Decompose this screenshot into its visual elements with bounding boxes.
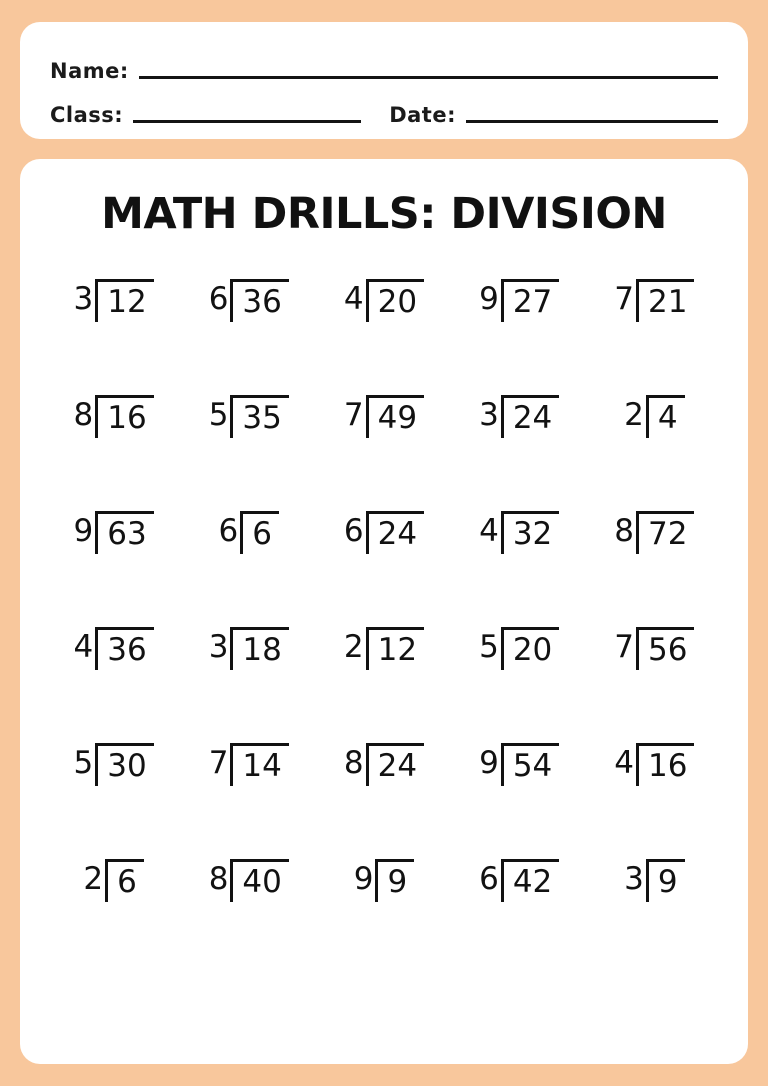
- divisor: 8: [614, 513, 635, 549]
- problem-item[interactable]: [479, 627, 559, 673]
- problem-item[interactable]: [219, 511, 279, 557]
- problem-item[interactable]: [354, 859, 414, 905]
- division-bracket: [375, 859, 414, 902]
- dividend: 14: [242, 748, 282, 784]
- date-label: Date:: [389, 103, 456, 127]
- problem-item[interactable]: [624, 395, 684, 441]
- divisor: 9: [479, 745, 499, 781]
- divisor: 8: [73, 397, 94, 433]
- division-bracket: [105, 859, 144, 902]
- dividend: 32: [512, 516, 553, 552]
- problem-item[interactable]: [344, 279, 424, 325]
- dividend: 35: [242, 400, 282, 436]
- name-field-row: [50, 50, 718, 84]
- division-bracket: [501, 627, 559, 670]
- dividend: 24: [512, 400, 553, 436]
- division-bracket: [636, 743, 694, 786]
- divisor: 3: [208, 629, 229, 665]
- division-bracket: [95, 279, 153, 322]
- divisor: 2: [83, 861, 104, 897]
- dividend: 42: [512, 864, 553, 900]
- dividend: 4: [657, 400, 678, 436]
- problem-item[interactable]: [344, 511, 424, 557]
- dividend: 24: [377, 748, 418, 784]
- divisor: 5: [208, 397, 229, 433]
- divisor: 7: [343, 397, 364, 433]
- problem-item[interactable]: [74, 743, 154, 789]
- division-bracket: [230, 859, 288, 902]
- problem-item[interactable]: [74, 511, 154, 557]
- problem-item[interactable]: [614, 627, 694, 673]
- class-date-field-row: [50, 94, 718, 128]
- page-title: MATH DRILLS: DIVISION: [101, 189, 667, 239]
- dividend: 12: [377, 632, 418, 668]
- problem-item[interactable]: [614, 279, 694, 325]
- student-info-card: [20, 22, 748, 139]
- problem-item[interactable]: [614, 743, 694, 789]
- division-bracket: [95, 395, 153, 438]
- dividend: 18: [242, 632, 282, 668]
- problem-item[interactable]: [209, 279, 289, 325]
- problem-item[interactable]: [479, 859, 559, 905]
- dividend: 36: [242, 284, 282, 320]
- problem-item[interactable]: [74, 279, 154, 325]
- problem-item[interactable]: [479, 511, 559, 557]
- problem-item[interactable]: [83, 859, 143, 905]
- division-bracket: [230, 279, 288, 322]
- class-input-line[interactable]: [133, 120, 361, 123]
- divisor: 8: [208, 861, 229, 897]
- dividend: 30: [107, 748, 147, 784]
- division-bracket: [366, 279, 424, 322]
- problem-item[interactable]: [209, 627, 289, 673]
- name-label: Name:: [50, 59, 129, 83]
- problem-item[interactable]: [344, 743, 424, 789]
- division-bracket: [501, 395, 559, 438]
- division-bracket: [646, 395, 685, 438]
- divisor: 3: [624, 861, 644, 897]
- divisor: 8: [343, 745, 364, 781]
- dividend: 9: [657, 864, 678, 900]
- divisor: 3: [73, 281, 94, 317]
- divisor: 3: [479, 397, 499, 433]
- division-bracket: [230, 743, 288, 786]
- division-bracket: [366, 395, 424, 438]
- dividend: 21: [648, 284, 688, 320]
- divisor: 2: [343, 629, 364, 665]
- dividend: 49: [377, 400, 418, 436]
- problem-item[interactable]: [479, 743, 559, 789]
- problem-item[interactable]: [344, 395, 424, 441]
- dividend: 20: [512, 632, 553, 668]
- divisor: 7: [208, 745, 229, 781]
- division-bracket: [95, 743, 153, 786]
- divisor: 5: [479, 629, 499, 665]
- divisor: 4: [614, 745, 635, 781]
- divisor: 4: [73, 629, 94, 665]
- date-input-line[interactable]: [466, 120, 718, 123]
- problem-item[interactable]: [614, 511, 694, 557]
- problem-grid: [46, 279, 722, 975]
- dividend: 16: [107, 400, 147, 436]
- dividend: 56: [648, 632, 688, 668]
- problem-item[interactable]: [479, 395, 559, 441]
- division-bracket: [501, 743, 559, 786]
- dividend: 6: [117, 864, 137, 900]
- division-bracket: [95, 627, 153, 670]
- problem-item[interactable]: [74, 627, 154, 673]
- class-label: Class:: [50, 103, 124, 127]
- divisor: 6: [479, 861, 499, 897]
- dividend: 6: [252, 516, 273, 552]
- division-bracket: [240, 511, 279, 554]
- divisor: 7: [614, 629, 635, 665]
- dividend: 12: [107, 284, 147, 320]
- dividend: 16: [648, 748, 688, 784]
- dividend: 54: [512, 748, 553, 784]
- division-bracket: [366, 511, 424, 554]
- problem-item[interactable]: [74, 395, 154, 441]
- divisor: 7: [614, 281, 635, 317]
- problem-item[interactable]: [209, 859, 289, 905]
- problem-item[interactable]: [344, 627, 424, 673]
- worksheet-card: [20, 159, 748, 1064]
- divisor: 6: [208, 281, 229, 317]
- division-bracket: [636, 511, 694, 554]
- divisor: 4: [343, 281, 364, 317]
- dividend: 63: [107, 516, 147, 552]
- division-bracket: [366, 627, 424, 670]
- dividend: 24: [377, 516, 418, 552]
- dividend: 9: [387, 864, 408, 900]
- dividend: 72: [648, 516, 688, 552]
- dividend: 27: [512, 284, 553, 320]
- division-bracket: [636, 627, 694, 670]
- division-bracket: [230, 627, 288, 670]
- division-bracket: [646, 859, 685, 902]
- dividend: 36: [107, 632, 147, 668]
- dividend: 40: [242, 864, 282, 900]
- division-bracket: [95, 511, 153, 554]
- divisor: 9: [73, 513, 94, 549]
- division-bracket: [501, 279, 559, 322]
- divisor: 6: [343, 513, 364, 549]
- problem-item[interactable]: [624, 859, 684, 905]
- problem-item[interactable]: [209, 743, 289, 789]
- problem-item[interactable]: [209, 395, 289, 441]
- divisor: 6: [218, 513, 239, 549]
- problem-item[interactable]: [479, 279, 559, 325]
- divisor: 9: [353, 861, 374, 897]
- division-bracket: [366, 743, 424, 786]
- divisor: 4: [479, 513, 499, 549]
- divisor: 5: [73, 745, 94, 781]
- name-input-line[interactable]: [139, 76, 718, 79]
- divisor: 2: [624, 397, 644, 433]
- division-bracket: [501, 511, 559, 554]
- division-bracket: [636, 279, 694, 322]
- divisor: 9: [479, 281, 499, 317]
- division-bracket: [501, 859, 559, 902]
- division-bracket: [230, 395, 288, 438]
- dividend: 20: [377, 284, 418, 320]
